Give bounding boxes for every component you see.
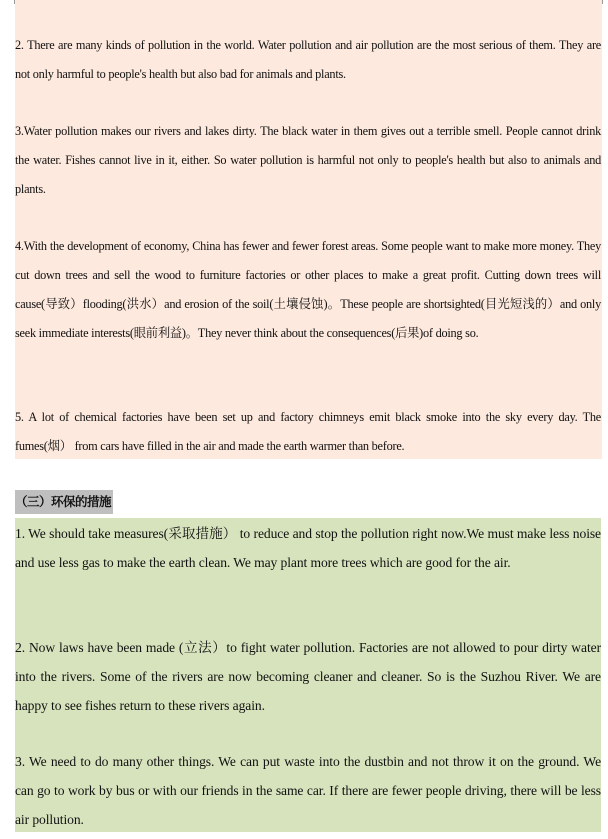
pollution-paragraph-3: 3.Water pollution makes our rivers and lakes dirty. The black water in them gives out a terrible smell. People cannot drink the water. Fishes cannot live in it, either. So water pollution is harmful not only to people's health but also to animals and plants. [15, 124, 601, 196]
measures-paragraph-1: 1. We should take measures(采取措施） to reduce and stop the pollution right now.We must make less noise and use less gas to make the earth clean. We may plant more trees which are good for the air. [15, 526, 601, 570]
pollution-paragraph-2: 2. There are many kinds of pollution in the world. Water pollution and air pollution are the most serious of them. They are not only harmful to people's health but also bad for animals and plants. [15, 38, 601, 81]
pollution-paragraph-4: 4.With the development of economy, China has fewer and fewer forest areas. Some people want to make more money. They cut down trees and sell the wood to furniture factories or other places to make a great profit. Cutting down trees will cause(导致）flooding(洪水）and erosion of the soil(土壤侵蚀)。These people are shortsighted(目光短浅的）and only seek immediate interests(眼前利益)。They never think about the consequences(后果)of doing so. [15, 239, 601, 340]
measures-heading: （三）环保的措施 [15, 490, 113, 514]
pollution-paragraph-5: 5. A lot of chemical factories have been set up and factory chimneys emit black smoke into the sky every day. The fumes(烟） from cars have filled in the air and made the earth warmer than before. [15, 410, 601, 453]
measures-paragraph-2: 2. Now laws have been made (立法）to fight water pollution. Factories are not allowed to pour dirty water into the rivers. Some of the rivers are now becoming cleaner and cleaner. So is the Suzhou River. We are happy to see fishes return to these rivers again. [15, 640, 601, 713]
page-corner-mark-right [602, 0, 603, 4]
measures-paragraph-3: 3. We need to do many other things. We can put waste into the dustbin and not throw it on the ground. We can go to work by bus or with our friends in the same car. If there are fewer people driving, there will be less air pollution. [15, 754, 601, 827]
